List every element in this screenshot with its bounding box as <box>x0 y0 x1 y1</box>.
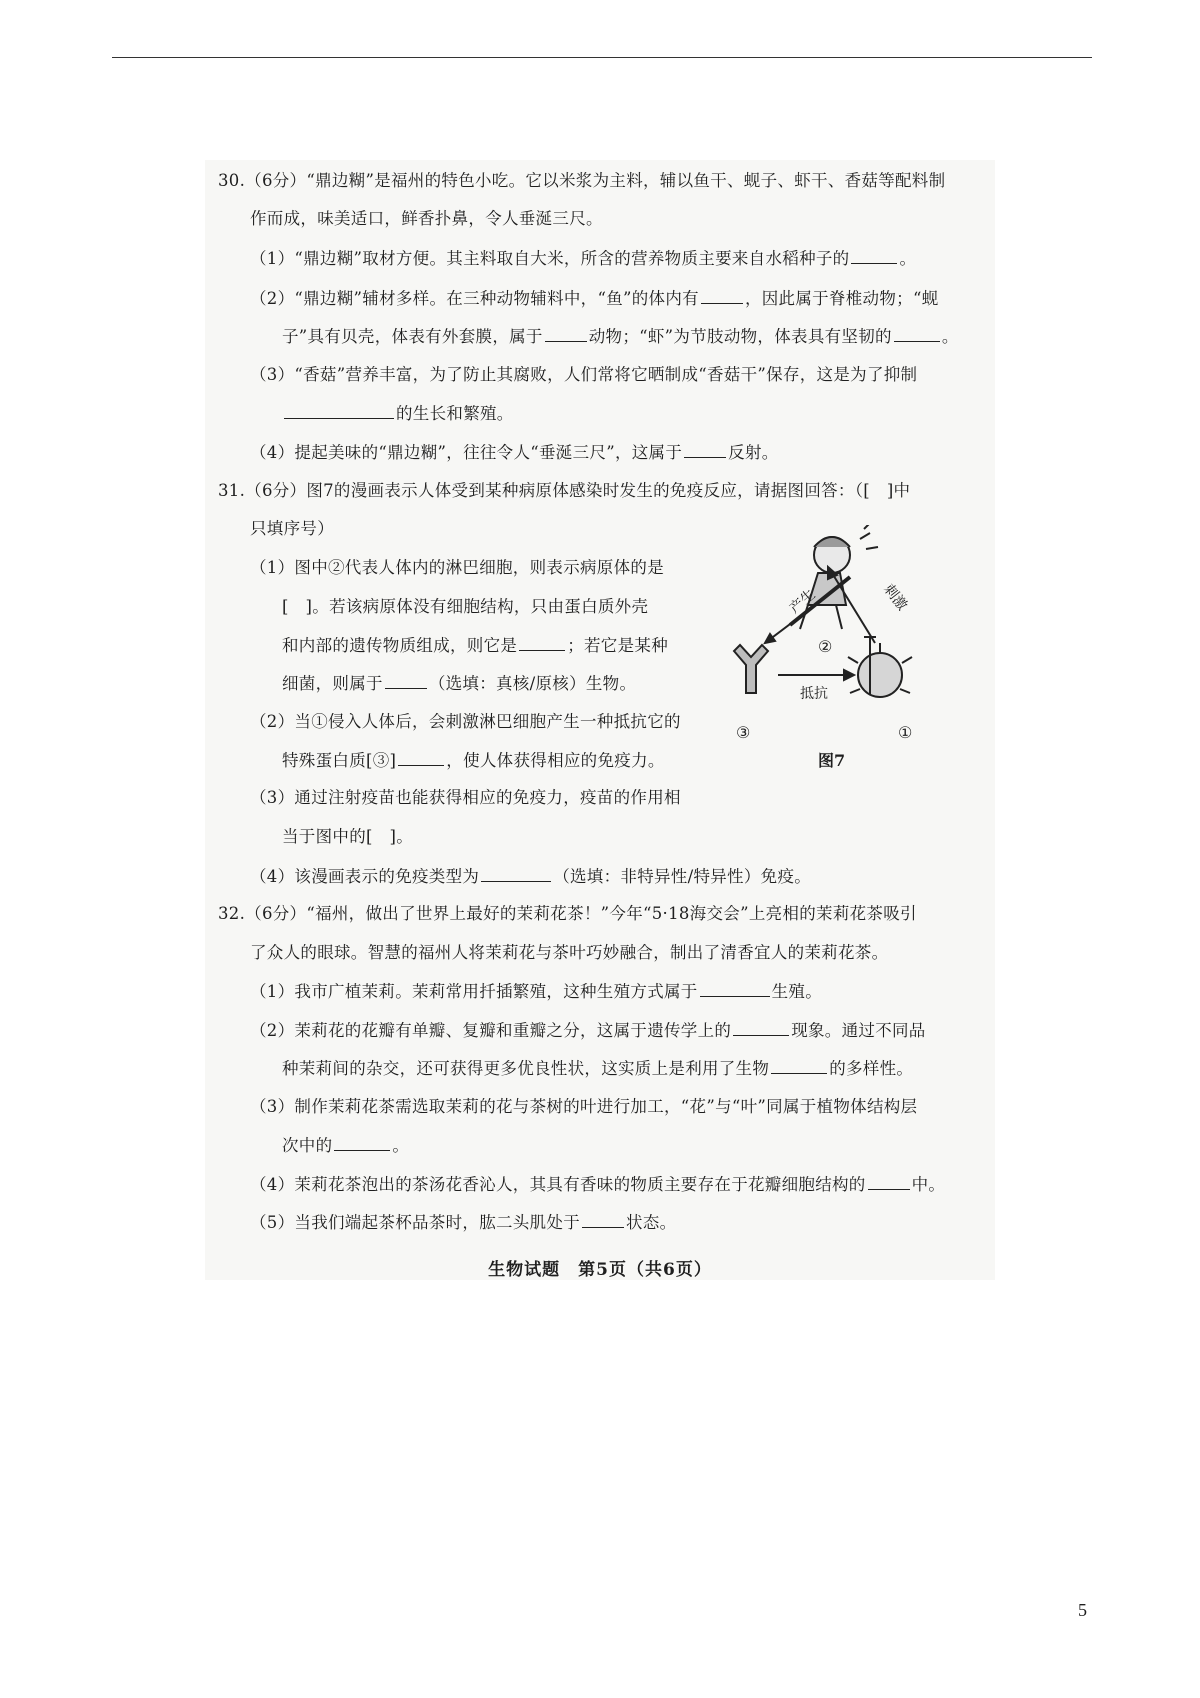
q32-part2-text-c: 种茉莉间的杂交，还可获得更多优良性状，这实质上是利用了生物 <box>282 1059 770 1078</box>
answer-blank[interactable] <box>701 287 743 304</box>
label-num-1: ① <box>898 723 913 742</box>
q31-part1-text-f: （选填：真核/原核）生物。 <box>428 674 637 693</box>
answer-blank[interactable] <box>733 1019 789 1036</box>
label-num-3: ③ <box>736 723 751 742</box>
q31-part3-line1: （3）通过注射疫苗也能获得相应的免疫力，疫苗的作用相 <box>250 788 681 807</box>
answer-blank[interactable] <box>894 325 940 342</box>
answer-blank[interactable] <box>868 1173 910 1190</box>
q30-part2-text-d: 动物；“虾”为节肢动物，体表具有坚韧的 <box>588 327 892 346</box>
q31-part3-line2: 当于图中的[ ]。 <box>282 827 414 846</box>
q32-part3-line2 <box>282 1134 409 1157</box>
q31-part1-text-c: 和内部的遗传物质组成，则它是 <box>282 636 518 655</box>
q30-part3-line2 <box>282 402 514 425</box>
q32-part1-text-b: 生殖。 <box>771 982 823 1001</box>
q31-part2-line2 <box>282 749 665 772</box>
q32-stem-line2: 了众人的眼球。智慧的福州人将茉莉花与茶叶巧妙融合，制出了清香宜人的茉莉花茶。 <box>250 943 889 962</box>
q30-part2-text-b: ，因此属于脊椎动物；“蚬 <box>744 289 939 308</box>
q31-part2-text-c: ，使人体获得相应的免疫力。 <box>446 751 665 770</box>
label-resist: 抵抗 <box>800 686 828 702</box>
q31-part1-text-e: 细菌，则属于 <box>282 674 383 693</box>
label-stimulate: 刺激 <box>880 581 911 614</box>
q32-part2-line2 <box>282 1057 913 1080</box>
answer-blank[interactable] <box>385 672 427 689</box>
q31-part2-line1: （2）当①侵入人体后，会刺激淋巴细胞产生一种抵抗它的 <box>250 712 681 731</box>
q31-stem-line1: 31.（6分）图7的漫画表示人体受到某种病原体感染时发生的免疫反应，请据图回答：（[ ]中 <box>218 481 911 500</box>
q32-part2-text-a: （2）茉莉花的花瓣有单瓣、复瓣和重瓣之分，这属于遗传学上的 <box>250 1021 732 1040</box>
q32-part5-text-b: 状态。 <box>626 1213 677 1232</box>
answer-blank[interactable] <box>545 325 587 342</box>
q30-part4-text-a: （4）提起美味的“鼎边糊”，往往令人“垂涎三尺”，这属于 <box>250 443 683 462</box>
q32-part2-text-b: 现象。通过不同品 <box>791 1021 926 1040</box>
page-footer: 生物试题 第5页（共6页） <box>488 1260 712 1280</box>
answer-blank[interactable] <box>771 1057 827 1074</box>
q30-part1 <box>250 247 916 270</box>
q31-part4 <box>250 865 811 888</box>
q30-part2-text-a: （2）“鼎边糊”辅材多样。在三种动物辅料中，“鱼”的体内有 <box>250 289 699 308</box>
q30-stem-line1: 30.（6分）“鼎边糊”是福州的特色小吃。它以米浆为主料，辅以鱼干、蚬子、虾干、香菇等配料制 <box>218 171 946 190</box>
q32-part3-line1: （3）制作茉莉花茶需选取茉莉的花与茶树的叶进行加工，“花”与“叶”同属于植物体结构层 <box>250 1097 918 1116</box>
q32-part2-line1 <box>250 1019 926 1042</box>
header-rule <box>112 57 1092 58</box>
q30-stem-line2: 作而成，味美适口，鲜香扑鼻，令人垂涎三尺。 <box>250 209 603 228</box>
q30-part4-text-b: 反射。 <box>728 443 779 462</box>
label-num-2: ② <box>818 637 833 656</box>
q31-part1-line1: （1）图中②代表人体内的淋巴细胞，则表示病原体的是 <box>250 558 664 577</box>
answer-blank[interactable] <box>398 749 444 766</box>
q32-part4-text-b: 中。 <box>911 1175 946 1194</box>
q30-part2-text-c: 子”具有贝壳，体表有外套膜，属于 <box>282 327 543 346</box>
answer-blank[interactable] <box>519 634 565 651</box>
q32-stem-line1: 32.（6分）“福州，做出了世界上最好的茉莉花茶！”今年“5·18海交会”上亮相的茉莉花茶吸引 <box>218 904 917 923</box>
q31-part2-text-b: 特殊蛋白质[③] <box>282 751 397 770</box>
arrow-head-resist <box>844 670 854 680</box>
q30-part2-line2 <box>282 325 959 348</box>
label-produce: 产生 <box>786 586 819 617</box>
q31-part4-text-b: （选填：非特异性/特异性）免疫。 <box>553 867 812 886</box>
q32-part1-text-a: （1）我市广植茉莉。茉莉常用扦插繁殖，这种生殖方式属于 <box>250 982 698 1001</box>
q32-part4 <box>250 1173 945 1196</box>
q32-part3-text-c: 。 <box>392 1136 410 1155</box>
answer-blank[interactable] <box>284 402 394 419</box>
page-number: 5 <box>1078 1600 1087 1620</box>
q30-part3-text-b: 的生长和繁殖。 <box>396 404 514 423</box>
q30-part2-end: 。 <box>941 327 959 346</box>
answer-blank[interactable] <box>582 1211 624 1228</box>
q32-part4-text-a: （4）茉莉花茶泡出的茶汤花香沁人，其具有香味的物质主要存在于花瓣细胞结构的 <box>250 1175 866 1194</box>
q30-part2-line1 <box>250 287 939 310</box>
q31-part1-line2: [ ]。若该病原体没有细胞结构，只由蛋白质外壳 <box>282 597 649 616</box>
q30-part1-end: 。 <box>899 249 917 268</box>
q32-part1 <box>250 980 822 1003</box>
q31-part1-line4 <box>282 672 636 695</box>
q32-part3-text-b: 次中的 <box>282 1136 333 1155</box>
q30-part3-line1: （3）“香菇”营养丰富，为了防止其腐败，人们常将它晒制成“香菇干”保存，这是为了抑制 <box>250 365 918 384</box>
q31-part1-line3 <box>282 634 668 657</box>
answer-blank[interactable] <box>684 441 726 458</box>
q32-part2-text-d: 的多样性。 <box>829 1059 914 1078</box>
arrow-stimulate <box>832 573 875 643</box>
answer-blank[interactable] <box>700 980 770 997</box>
pathogen-character-icon <box>848 637 912 697</box>
q32-part5-text-a: （5）当我们端起茶杯品茶时，肱二头肌处于 <box>250 1213 580 1232</box>
answer-blank[interactable] <box>334 1134 390 1151</box>
q31-stem-line2: 只填序号） <box>250 519 334 538</box>
figure-7-immune-cartoon <box>720 525 985 780</box>
q30-part4 <box>250 441 779 464</box>
figure-7-caption: 图7 <box>818 751 846 770</box>
q32-part5 <box>250 1211 676 1234</box>
answer-blank[interactable] <box>481 865 551 882</box>
q31-part4-text-a: （4）该漫画表示的免疫类型为 <box>250 867 480 886</box>
figure-7-drawing <box>720 525 985 780</box>
antibody-icon <box>734 645 768 693</box>
q31-part1-text-d: ；若它是某种 <box>567 636 669 655</box>
q30-part1-text: （1）“鼎边糊”取材方便。其主料取自大米，所含的营养物质主要来自水稻种子的 <box>250 249 850 268</box>
answer-blank[interactable] <box>851 247 897 264</box>
